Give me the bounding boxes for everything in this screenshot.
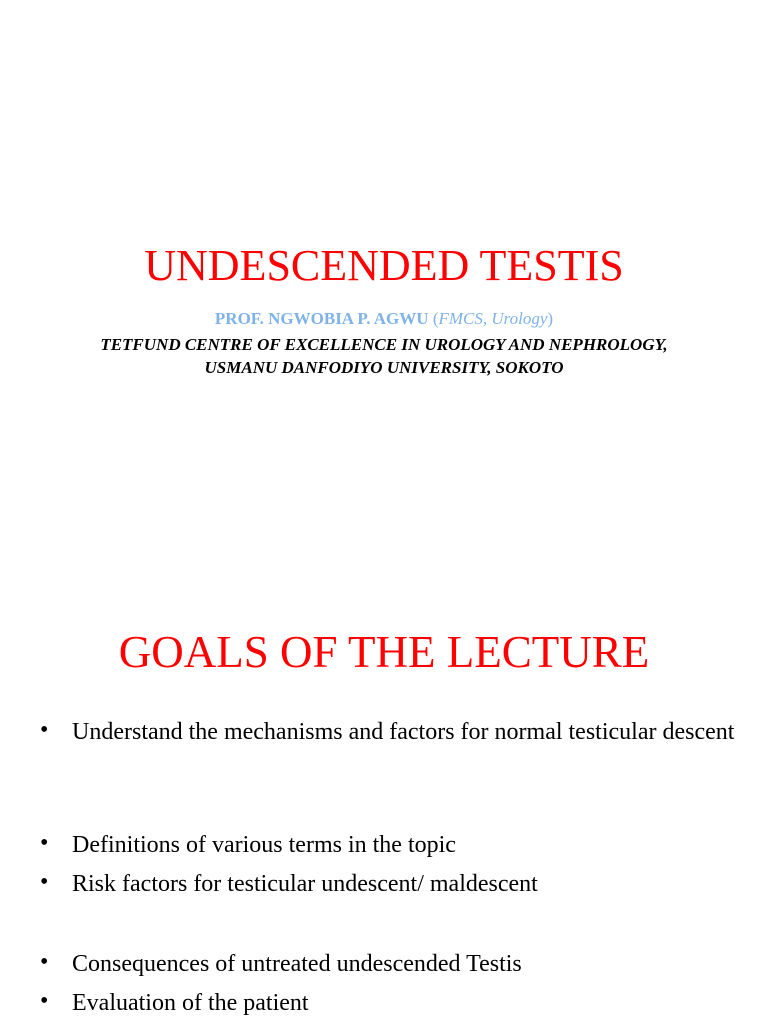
goals-slide xyxy=(0,512,768,1024)
list-item-text: Understand the mechanisms and factors for normal testicular descent xyxy=(72,719,735,745)
list-item-text: Consequences of untreated undescended Testis xyxy=(72,951,522,977)
author-line xyxy=(0,307,768,331)
list-item xyxy=(40,986,740,1021)
author-credentials: FMCS, Urology xyxy=(438,309,548,328)
list-item-text: Definitions of various terms in the topic xyxy=(72,832,456,858)
bullet-icon: • xyxy=(40,949,49,975)
bullet-icon: • xyxy=(40,869,49,895)
author-paren-close: ) xyxy=(547,309,554,328)
list-item-text: Risk factors for testicular undescent/ maldescent xyxy=(72,871,538,897)
author-paren-open: ( xyxy=(428,309,439,328)
list-item xyxy=(40,715,740,750)
goals-title: GOALS OF THE LECTURE xyxy=(118,627,650,677)
presentation-title: UNDESCENDED TESTIS xyxy=(144,241,624,290)
list-item xyxy=(40,867,740,902)
bullet-icon: • xyxy=(40,988,49,1014)
institution-affiliation: TETFUND CENTRE OF EXCELLENCE IN UROLOGY AND NEPHROLOGY, USMANU DANFODIYO UNIVERSITY, SOKOTO xyxy=(100,335,668,377)
list-item-text: Evaluation of the patient xyxy=(72,990,309,1016)
bullet-icon: • xyxy=(40,830,49,856)
list-item xyxy=(40,828,740,863)
bullet-icon: • xyxy=(40,717,49,743)
author-name: PROF. NGWOBIA P. AGWU xyxy=(214,309,429,328)
list-item xyxy=(40,947,740,982)
